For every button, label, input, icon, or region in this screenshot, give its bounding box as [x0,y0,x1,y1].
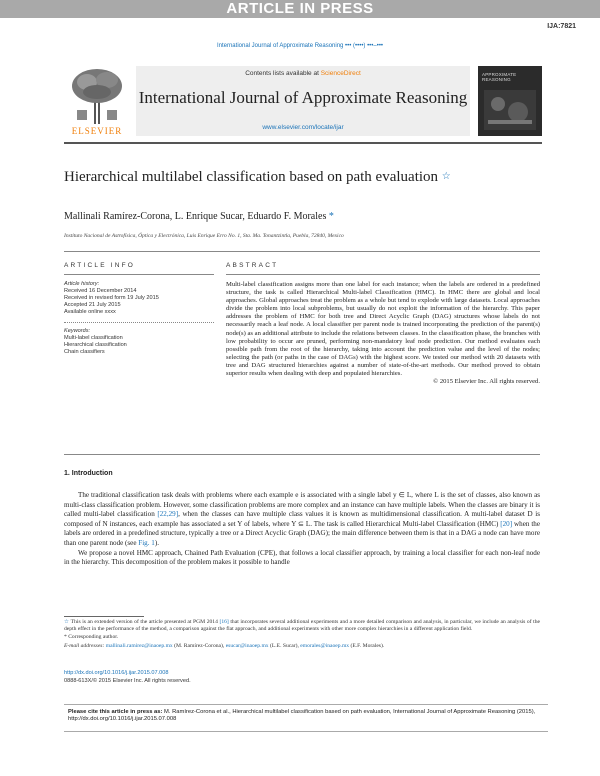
keyword-item: Multi-label classification [64,335,123,341]
keywords [64,328,127,356]
article-in-press-banner: ARTICLE IN PRESS [0,0,600,18]
article-id: IJA:7821 [547,23,576,30]
article-title-text: Hierarchical multilabel classification based on path evaluation [64,169,439,185]
history-item: Available online xxxx [64,309,116,315]
citation-link[interactable]: [22,29] [157,510,179,519]
cover-title: APPROXIMATE REASONING [482,72,517,82]
intro-paragraph-2: We propose a novel HMC approach, Chained Path Evaluation (CPE), that follows a local classifier approach, by training a local classifier for each non-leaf node in the hierarchy. This decomposition of the problem makes it possible to handle [64,548,540,567]
introduction-heading: 1. Introduction [64,470,113,477]
abstract-text: Multi-label classification assigns more than one label for each instance; when the labels are ordered in a predefined structure, the task is called Hierarchical Multi-label Classification (HMC). In HMC there are global and local approaches. Global approaches treat the problem as a whole but tend to explode with large datasets. Local approaches divide the problem into local subproblems, but usually do not exploit the information of the hierarchy. This paper addresses the problem of HMC for both tree and Direct Acyclic Graph (DAG) structures whose labels do not necessarily reach a leaf node. A local classifier per parent node is trained incorporating the prediction of the parent(s) node(s) as an additional attribute to include the relations between classes. In the classification phase, the branches with low probability to occur are pruned, performing non-mandatory leaf node prediction. Our method evaluates each possible path from the root of the hierarchy, taking into account the prediction value and the level of the nodes; selecting the path (or paths in the case of DAGs) with the highest score. We tested our method with 20 datasets with tree and DAG structured hierarchies against a number of state-of-the-art methods. Our method proved to obtain superior results when dealing with deep and populated hierarchies. [226,281,540,378]
doi-block [64,670,191,685]
issn-line: 0888-613X/© 2015 Elsevier Inc. All rights reserved. [64,677,191,684]
authors-text: Mallinali Ramírez-Corona, L. Enrique Sucar, Eduardo F. Morales [64,211,327,222]
footnote-text: This is an extended version of the article presented at PGM 2014 [69,619,220,625]
email-owner: (E.F. Morales). [349,642,385,649]
journal-url-link[interactable]: www.elsevier.com/locate/ijar [262,124,344,131]
info-separator [64,322,214,323]
footnotes [64,619,540,651]
abstract-copyright: © 2015 Elsevier Inc. All rights reserved. [433,378,540,386]
author-affiliation: Instituto Nacional de Astrofísica, Óptica y Electrónica, Luis Enrique Erro No. 1, Sta. Ma. Tonantzintla, Puebla, 72840, Mexico [64,233,344,239]
cover-art-image [484,90,536,130]
intro-text: when the labels are ordered in a predefined structure, typically a tree or a Direct Acyclic Graph (DAG); the main difference between them is that in a DAG a node can have more than one parent node (see [64,519,540,547]
keyword-item: Hierarchical classification [64,342,127,348]
running-head-link[interactable]: International Journal of Approximate Reasoning ••• (••••) •••–••• [216,43,384,49]
intro-paragraph-1 [64,491,540,549]
email-owner: (L.E. Sucar), [268,642,301,649]
email-link[interactable]: mallinali.ramirez@inaoep.mx [105,642,173,649]
abstract-body [226,281,540,386]
footnote-text: that incorporates several additional experiments and a more detailed comparison and analysis, in particular, we include an analysis of the depth effect in the performance of the method, a comparison against the flat approach, and additional experiments with other more complex hierarchies in a different application field. [64,619,541,633]
intro-text: ). [154,538,159,547]
keyword-item: Chain classifiers [64,349,105,355]
elsevier-tree-icon [69,66,125,124]
email-owner: (M. Ramírez-Corona), [172,642,226,649]
email-link[interactable]: emorales@inaoep.mx [300,642,350,649]
abstract-bottom-rule [64,454,540,455]
footnote-2: * Corresponding author. [64,634,119,641]
sciencedirect-link[interactable]: ScienceDirect [320,70,361,77]
contents-line [136,70,470,77]
article-info-heading: ARTICLE INFO [64,262,136,269]
introduction-body [64,491,540,568]
citation-notice [64,704,548,732]
citation-notice-text: M. Ramírez-Corona et al., Hierarchical multilabel classification based on path evaluation, International Journal of Approximate Reasoning (2015), http://dx.doi.org/10.1016/j.ijar.2015.07.008 [68,709,536,723]
intro-text: , when the classes can have multiple class values it is known as multidimensional classification. A multi-label dataset D is composed of N instances, each example has associated a set Y of labels, where Y ⊆ L. The task is called Hierarchical Multi-label Classification (HMC) [64,510,541,528]
citation-notice-label: Please cite this article in press as: [68,709,163,715]
article-info-rule [64,274,214,275]
footnote-star-mark: ☆ [64,619,70,625]
history-item: Accepted 21 July 2015 [64,302,121,308]
history-item: Received 16 December 2014 [64,288,137,294]
citation-link[interactable]: [16] [219,619,229,625]
footnote-emails [64,643,540,650]
article-title [64,168,494,186]
footnote-1 [64,619,540,633]
abstract-rule [226,274,540,275]
article-history [64,281,159,316]
email-label: E-mail addresses: [64,642,106,649]
figure-link[interactable]: Fig. 1 [138,538,155,547]
history-item: Received in revised form 19 July 2015 [64,295,159,301]
intro-text: The traditional classification task deals with problems where each example e is associated with a single label y ∈ L, where L is the set of classes, also known as multi-class classification problem. However, some classification problems are more complex and an instance can have multiple labels. When the classes are binary it is called multi-label classification [64,491,540,519]
journal-masthead [64,64,542,144]
author-list [64,211,334,222]
journal-info-box [136,66,470,136]
journal-cover-thumbnail[interactable] [478,66,542,136]
corresponding-author-mark[interactable]: * [328,211,334,222]
affiliation-divider [64,251,540,252]
keywords-label: Keywords: [64,328,91,334]
journal-title: International Journal of Approximate Reasoning [138,88,468,107]
elsevier-logo[interactable] [64,64,130,140]
footnote-rule [64,616,144,617]
title-footnote-star-icon[interactable]: ☆ [441,171,451,182]
email-link[interactable]: esucar@inaoep.mx [225,642,269,649]
history-label: Article history: [64,281,100,287]
doi-link[interactable]: http://dx.doi.org/10.1016/j.ijar.2015.07.008 [64,670,169,676]
citation-link[interactable]: [20] [500,519,513,528]
contents-prefix: Contents lists available at [245,70,321,77]
elsevier-wordmark: ELSEVIER [71,126,123,136]
abstract-heading: ABSTRACT [226,262,279,269]
